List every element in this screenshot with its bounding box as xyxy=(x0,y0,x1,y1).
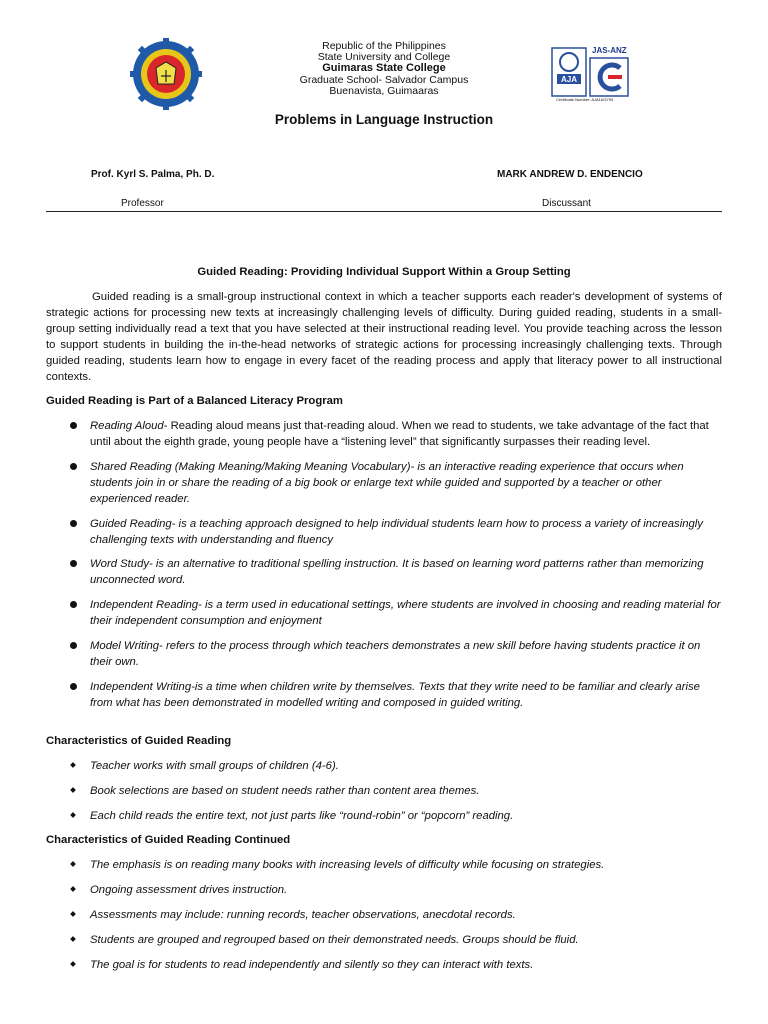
section-title: Characteristics of Guided Reading xyxy=(46,735,232,747)
header-line-address: Buenavista, Guimaaras xyxy=(329,85,439,97)
header-college-name: Guimaras State College xyxy=(322,62,446,74)
list-item: Each child reads the entire text, not just parts like “round-robin” or “popcorn” reading. xyxy=(46,808,722,824)
page-title: Problems in Language Instruction xyxy=(274,112,494,127)
svg-text:AJA: AJA xyxy=(560,75,578,84)
list-item: Reading Aloud- Reading aloud means just that-reading aloud. When we read to students, we take advantage of the fact that until about the eighth grade, young people have a “listening level” that significantly surpasses their reading level. xyxy=(46,418,722,450)
list-item: Teacher works with small groups of children (4-6). xyxy=(46,758,722,774)
list-item: Word Study- is an alternative to traditional spelling instruction. It is based on learning word patterns rather than memorizing unconnected word. xyxy=(46,556,722,588)
professor-name: Prof. Kyrl S. Palma, Ph. D. xyxy=(91,169,215,180)
header-divider xyxy=(46,211,722,212)
list-item: The emphasis is on reading many books with increasing levels of difficulty while focusing on strategies. xyxy=(46,857,722,873)
list-item: Book selections are based on student needs rather than content area themes. xyxy=(46,783,722,799)
list-item: Model Writing- refers to the process through which teachers demonstrates a new skill before having students practice it on their own. xyxy=(46,638,722,670)
certification-logo xyxy=(550,44,632,104)
section-guided-reading xyxy=(46,264,722,385)
section-characteristics-continued xyxy=(46,832,722,973)
list-item: Guided Reading- is a teaching approach designed to help individual students learn how to process a variety of increasingly challenging texts with understanding and fluency xyxy=(46,516,722,548)
list-item: Ongoing assessment drives instruction. xyxy=(46,882,722,898)
cert-label: JAS-ANZ xyxy=(592,46,627,55)
list-item: Assessments may include: running records, teacher observations, anecdotal records. xyxy=(46,907,722,923)
cert-number: Certificate Number: AJA16/3793 xyxy=(556,97,614,102)
header-line-republic: Republic of the Philippines xyxy=(322,40,446,52)
header-line-university: State University and College xyxy=(317,51,451,63)
section-characteristics xyxy=(46,733,722,824)
list-item: Independent Reading- is a term used in educational settings, where students are involved in choosing and reading material for their independent consumption and enjoyment xyxy=(46,597,722,629)
discussant-role: Discussant xyxy=(542,198,591,209)
section-balanced-literacy xyxy=(46,393,722,711)
list-item: The goal is for students to read independently and silently so they can interact with texts. xyxy=(46,957,722,973)
header-line-campus: Graduate School- Salvador Campus xyxy=(299,74,469,86)
section-title: Guided Reading: Providing Individual Support Within a Group Setting xyxy=(197,266,571,278)
section-title: Characteristics of Guided Reading Continued xyxy=(46,834,291,846)
list-item: Independent Writing-is a time when children write by themselves. Texts that they write need to be familiar and clearly arise from what has been demonstrated in modelled writing and composed in guided writing. xyxy=(46,679,722,711)
list-item: Students are grouped and regrouped based on their demonstrated needs. Groups should be fluid. xyxy=(46,932,722,948)
intro-paragraph: Guided reading is a small-group instructional context in which a teacher supports each reader's development of systems of strategic actions for processing new texts at increasingly challenging levels of difficulty. During guided reading, students in a small-group setting individually read a text that you have selected at their instructional reading level. You provide teaching across the lesson to support students in building the in-the-head networks of strategic actions for processing increasingly challenging texts. Through guided reading, students learn how to engage in every facet of the reading process and apply that literacy power to all instructional contexts. xyxy=(46,291,722,383)
discussant-name: MARK ANDREW D. ENDENCIO xyxy=(497,169,643,180)
section-title: Guided Reading is Part of a Balanced Literacy Program xyxy=(46,395,343,407)
list-item: Shared Reading (Making Meaning/Making Meaning Vocabulary)- is an interactive reading experience that occurs when students join in or share the reading of a big book or enlarge text while guided and supported by a teacher or other experienced reader. xyxy=(46,459,722,507)
professor-role: Professor xyxy=(121,198,164,209)
